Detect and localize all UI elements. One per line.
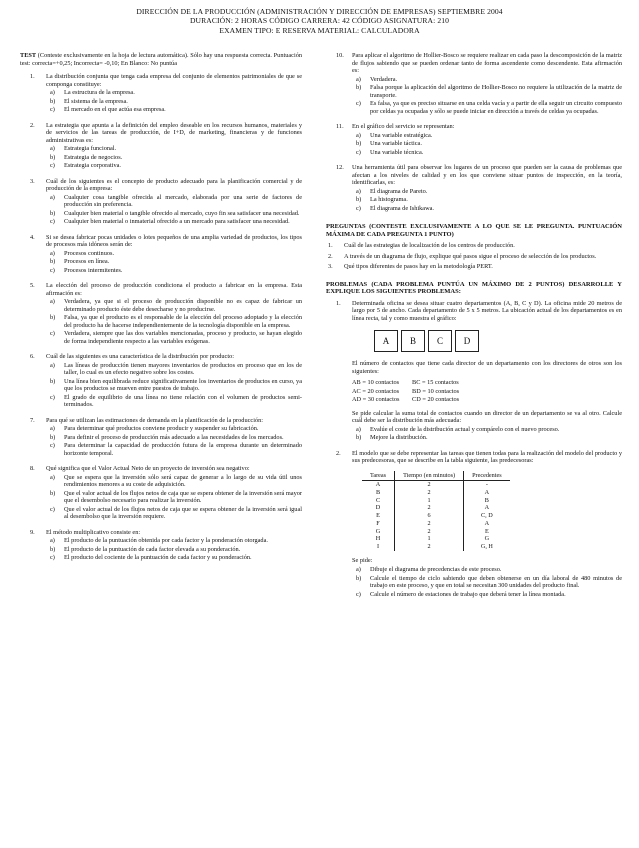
answer-options (46, 298, 302, 345)
table-cell: A (484, 519, 490, 527)
table-header-row (362, 471, 510, 481)
header-line-3: EXAMEN TIPO: E RESERVA MATERIAL: CALCULADORA (219, 25, 420, 35)
test-question (20, 178, 302, 227)
left-column (20, 52, 302, 570)
answer-option (46, 506, 302, 521)
test-label: TEST (20, 52, 37, 59)
problem-number: 1. (336, 299, 341, 307)
answer-option (46, 546, 302, 554)
question-text: Una herramienta útil para observar los lugares de un proceso que pueden ser la causa de problemas que afectan a los niveles de calidad y en los que conviene situar puntos de inspección, en la teoría, identificarlas, es: (352, 164, 622, 186)
layout-boxes (374, 330, 622, 352)
option-letter: b) (50, 258, 56, 265)
option-text: Procesos intermitentes. (64, 266, 123, 274)
option-letter: c) (50, 505, 55, 513)
answer-options (352, 132, 622, 157)
subquestion-letter: b) (356, 574, 362, 582)
option-letter: c) (50, 393, 55, 401)
option-text: El producto del cociente de la puntuación de cada factor y su ponderación. (64, 554, 252, 561)
answer-option (352, 132, 622, 140)
answer-option (352, 205, 622, 213)
subquestion-letter: a) (356, 566, 361, 574)
answer-option (46, 554, 302, 562)
answer-option (352, 84, 622, 99)
problem-subquestions (352, 566, 622, 598)
table-cell: A (375, 481, 381, 489)
subquestion-text: Evalúe el coste de la distribución actual y compárelo con el nuevo proceso. (370, 425, 560, 433)
question-number: 6. (30, 353, 35, 360)
option-letter: b) (50, 489, 56, 497)
subquestion (352, 575, 622, 590)
option-text: Cualquier cosa tangible ofrecida al mercado, elaborada por una serie de factores de producción sin preferencia. (64, 193, 302, 208)
option-text: Que el valor actual de los flujos netos de caja que se espera obtener de la inversión será mayor que el desembolso necesario para realizar la inversión. (64, 489, 302, 504)
test-question (20, 353, 302, 410)
option-letter: b) (50, 97, 56, 105)
question-number: 11. (336, 123, 344, 130)
question-number: 3. (30, 177, 35, 185)
option-text: Una variable táctica. (370, 140, 422, 147)
table-cell: 1 (395, 535, 464, 543)
problem-number: 2. (336, 449, 341, 457)
question-number: 5. (30, 282, 35, 289)
pregunta-item (326, 253, 622, 261)
subquestion-text: Mejore la distribución. (370, 434, 428, 442)
answer-option (46, 154, 302, 162)
question-text: La distribución conjunta que tenga cada empresa del conjunto de elementos patrimoniales de que se componga constituye: (46, 73, 302, 88)
question-body (46, 178, 302, 227)
option-text: Las líneas de producción tienen mayores inventarios de productos en proceso que en los de taller, lo cual es un efecto negativo sobre los costes. (64, 361, 302, 376)
answer-option (46, 537, 302, 545)
question-body (46, 417, 302, 459)
answer-option (46, 106, 302, 114)
header-line-2: DURACIÓN: 2 HORAS CÓDIGO CARRERA: 42 CÓDIGO ASIGNATURA: 210 (189, 16, 450, 26)
option-letter: a) (50, 298, 55, 305)
table-row (362, 535, 510, 543)
table-cell: E (484, 527, 489, 535)
table-cell: C (375, 496, 381, 504)
right-questions (326, 52, 622, 213)
question-text: Si se desea fabricar pocas unidades o lotes pequeños de una amplia variedad de productos, los tipos de procesos más idóneos serán de: (46, 233, 302, 248)
answer-options (46, 474, 302, 521)
option-letter: a) (356, 131, 361, 139)
option-letter: c) (50, 218, 55, 225)
option-letter: a) (50, 361, 55, 369)
question-body (46, 122, 302, 171)
question-number: 8. (30, 465, 35, 472)
answer-options (46, 250, 302, 275)
left-questions (20, 73, 302, 563)
col-header-precedentes: Precedentes (464, 471, 510, 481)
option-text: Una variable técnica. (370, 148, 424, 156)
table-row (362, 497, 510, 505)
question-body (46, 529, 302, 563)
question-text: Qué significa que el Valor Actual Neto de un proyecto de inversión sea negativo: (46, 465, 250, 472)
se-pide: Se pide: (352, 556, 373, 564)
subquestion (352, 591, 622, 599)
answer-option (46, 298, 302, 313)
header-line-1: DIRECCIÓN DE LA PRODUCCIÓN (ADMINISTRACIÓN Y DIRECCIÓN DE EMPRESAS) SEPTIEMBRE 2004 (136, 7, 503, 16)
test-question (20, 465, 302, 522)
test-question (326, 123, 622, 157)
question-text: Para qué se utilizan las estimaciones de demanda en la planificación de la producción: (46, 416, 263, 424)
table-cell: C, D (481, 512, 493, 520)
option-text: El producto de la puntuación de cada factor elevada a su ponderación. (64, 545, 241, 553)
table-cell: D (375, 504, 381, 512)
question-number: 7. (30, 416, 35, 424)
answer-option (352, 76, 622, 84)
table-cell: H (375, 535, 381, 543)
table-cell: G (484, 535, 490, 543)
col-header-tiempo: Tiempo (en minutos) (395, 471, 464, 481)
question-body (46, 73, 302, 115)
answer-option (46, 490, 302, 505)
option-letter: a) (50, 89, 55, 96)
question-body (46, 282, 302, 346)
question-body (352, 52, 622, 116)
problem-text-3: Se pide calcular la suma total de contactos cuando un director de un departamento se va al otro. Calcule cuál debe ser la distribución más adecuada: (352, 409, 622, 425)
table-row (362, 489, 510, 497)
answer-option (352, 140, 622, 148)
test-instructions (20, 52, 302, 67)
option-letter: c) (50, 554, 55, 561)
option-text: Que el valor actual de los flujos netos de caja que se espera obtener de la inversión será igual al desembolso que la inversión requiere. (64, 505, 302, 520)
contact-pair: AC = 20 contactos (352, 387, 400, 395)
table-cell: B (375, 489, 381, 497)
problem-text: El modelo que se debe representar las tareas que tienen todas para la realización del modelo del producto y sus predecesoras, que se describe en la tabla siguiente, las predecesoras: (352, 449, 622, 465)
option-letter: c) (356, 100, 361, 107)
answer-option (46, 162, 302, 170)
pregunta-text: Cuál de las estrategias de localización de los centros de producción. (344, 242, 515, 250)
pregunta-item (326, 263, 622, 271)
table-cell: - (485, 481, 488, 489)
answer-option (46, 218, 302, 226)
option-text: Estrategia corporativa. (64, 162, 121, 169)
option-text: Cualquier bien material o inmaterial ofrecido a un mercado para satisfacer una necesidad. (64, 218, 290, 225)
option-letter: c) (50, 442, 55, 449)
option-text: Estrategia funcional. (64, 145, 117, 152)
subquestion-text: Calcule el tiempo de ciclo sabiendo que deben obtenerse en un día laboral de 480 minutos de trabajo en este proceso, y que en total se necesitan 300 unidades del producto final. (370, 574, 622, 590)
question-number: 1. (30, 73, 35, 80)
option-text: Una línea bien equilibrada reduce significativamente los inventarios de productos en curso, ya que los productos se mueven entre puestos de trabajo. (64, 377, 302, 392)
test-instructions-text: (Conteste exclusivamente en la hoja de lectura automática). Sólo hay una respuesta correcta. Puntuación test: correcta=+0,25; Incorrecta= -0,10; En Blanco: No puntúa (20, 52, 303, 67)
subquestion (352, 434, 622, 442)
answer-options (352, 188, 622, 213)
problem-text-2: El número de contactos que tiene cada director de un departamento con los directores de otros son los siguientes: (352, 360, 622, 375)
option-letter: c) (50, 162, 55, 169)
test-question (20, 529, 302, 563)
department-box: A (374, 330, 398, 352)
option-text: Procesos continuos. (64, 249, 115, 257)
answer-option (46, 89, 302, 97)
option-text: Para determinar la capacidad de producción futura de la empresa durante un determinado horizonte temporal. (64, 442, 302, 457)
option-text: Verdadera. (370, 75, 398, 83)
option-letter: b) (50, 153, 56, 161)
question-number: 9. (30, 528, 35, 536)
answer-option (352, 100, 622, 115)
option-letter: a) (50, 425, 55, 432)
contact-pair: CD = 20 contactos (412, 396, 460, 404)
answer-options (352, 76, 622, 116)
question-number: 4. (30, 233, 35, 241)
option-text: Verdadera, siempre que las dos variables mencionadas, proceso y producto, se hayan elegido de forma independiente respecto a las variables exógenas. (64, 330, 302, 345)
table-cell: G, H (480, 543, 493, 550)
question-number: 12. (336, 164, 344, 171)
answer-option (46, 314, 302, 329)
right-column (326, 52, 622, 606)
question-text: El método multiplicativo consiste en: (46, 528, 141, 536)
answer-option (46, 378, 302, 393)
option-text: Estrategia de negocios. (64, 153, 123, 161)
option-text: Para definir el proceso de producción más adecuado a las necesidades de los mercados. (64, 433, 284, 441)
option-letter: b) (356, 196, 362, 203)
option-text: El producto de la puntuación obtenida por cada factor y la ponderación otorgada. (64, 537, 268, 544)
answer-option (46, 434, 302, 442)
option-letter: b) (50, 545, 56, 553)
pregunta-number: 2. (328, 252, 333, 260)
table-cell: 6 (395, 512, 464, 520)
table-cell: B (484, 496, 489, 504)
question-text: En el gráfico del servicio se representan: (352, 123, 455, 130)
department-box: D (455, 330, 479, 352)
question-body (46, 234, 302, 276)
option-letter: a) (50, 249, 55, 257)
contacts-list (352, 379, 622, 404)
option-letter: c) (50, 330, 55, 337)
table-cell: 2 (395, 543, 464, 551)
answer-option (46, 250, 302, 258)
subquestion-text: Dibuje el diagrama de precedencias de este proceso. (370, 566, 502, 574)
table-cell: E (376, 512, 380, 520)
problemas-title: PROBLEMAS (CADA PROBLEMA PUNTÚA UN MÁXIMO DE 2 PUNTOS) DESARROLLE Y EXPLIQUE LOS SIGUIENTES PROBLEMAS: (326, 280, 622, 296)
test-question (326, 52, 622, 116)
contact-pair: AB = 10 contactos (352, 379, 400, 387)
answer-option (46, 210, 302, 218)
table-cell: G (375, 527, 381, 535)
contact-pair: AD = 30 contactos (352, 396, 400, 404)
test-question (20, 73, 302, 115)
answer-option (46, 267, 302, 275)
option-letter: c) (356, 148, 361, 156)
option-text: Cualquier bien material o tangible ofrecido al mercado, cuyo fin sea satisfacer una necesidad. (64, 209, 300, 217)
answer-option (352, 188, 622, 196)
answer-option (46, 98, 302, 106)
department-box: C (428, 330, 452, 352)
question-body (46, 465, 302, 522)
subquestion (352, 566, 622, 574)
pregunta-number: 1. (328, 242, 333, 250)
table-cell: 2 (395, 528, 464, 536)
problem-1 (326, 300, 622, 443)
subquestion-letter: c) (356, 590, 361, 598)
subquestion-letter: a) (356, 425, 361, 433)
test-question (326, 164, 622, 213)
answer-option (46, 330, 302, 345)
answer-option (46, 474, 302, 489)
test-question (20, 417, 302, 459)
table-row (362, 543, 510, 551)
answer-option (46, 362, 302, 377)
option-letter: a) (50, 473, 55, 481)
answer-options (46, 89, 302, 114)
option-letter: a) (356, 75, 361, 83)
option-letter: c) (50, 106, 55, 113)
option-text: El diagrama de Ishikawa. (370, 204, 434, 212)
question-body (352, 123, 622, 157)
option-letter: a) (50, 145, 55, 152)
answer-option (46, 194, 302, 209)
test-question (20, 282, 302, 346)
table-row (362, 504, 510, 512)
question-number: 2. (30, 121, 35, 129)
answer-options (46, 194, 302, 226)
answer-options (46, 425, 302, 457)
option-letter: b) (50, 209, 56, 217)
option-text: El sistema de la empresa. (64, 97, 128, 105)
table-row (362, 512, 510, 520)
table-row (362, 528, 510, 536)
answer-option (352, 196, 622, 204)
contact-pair: BC = 15 contactos (412, 379, 459, 387)
option-letter: b) (356, 84, 362, 91)
question-body (46, 353, 302, 410)
table-row (362, 520, 510, 528)
question-body (352, 164, 622, 213)
option-text: Que se espera que la inversión sólo será capaz de generar a lo largo de su vida útil unos rendimientos menores a su coste de adquisición. (64, 473, 302, 488)
exam-header (0, 7, 639, 35)
preguntas-list (326, 242, 622, 271)
answer-option (46, 442, 302, 457)
pregunta-number: 3. (328, 263, 333, 271)
problem-subquestions (352, 426, 622, 442)
answer-options (46, 537, 302, 562)
question-text: La elección del proceso de producción condiciona el producto a fabricar en la empresa. Esta afirmación es: (46, 282, 302, 297)
table-cell: 1 (395, 497, 464, 505)
test-question (20, 234, 302, 276)
table-cell: A (484, 489, 490, 497)
option-letter: b) (50, 433, 56, 441)
answer-options (46, 145, 302, 170)
option-letter: b) (356, 140, 362, 147)
answer-option (46, 425, 302, 433)
option-text: La estructura de la empresa. (64, 89, 135, 96)
answer-option (46, 145, 302, 153)
option-text: Falsa, ya que el producto es el responsable de la elección del proceso adoptado y la elección del producto ha de hacerse independientemente de la tecnología disponible en la empresa. (64, 314, 302, 329)
table-cell: F (376, 519, 380, 527)
option-letter: a) (50, 537, 55, 544)
subquestion-text: Calcule el número de estaciones de trabajo que deberá tener la línea montada. (370, 590, 566, 598)
table-cell: 2 (395, 489, 464, 497)
option-letter: c) (356, 204, 361, 212)
question-text: Para aplicar el algoritmo de Hollier-Bosco se requiere realizar en cada paso la descomposición de la matriz de flujos sabiendo que se pueden ordenar tanto de forma ascendente como descendente. Esta afirmación es: (352, 52, 622, 74)
subquestion (352, 426, 622, 434)
option-letter: a) (356, 187, 361, 195)
question-text: Cuál de los siguientes es el concepto de producto adecuado para la planificación comercial y de producción de la empresa: (46, 177, 302, 192)
option-text: Procesos en línea. (64, 258, 110, 265)
option-text: Una variable estratégica. (370, 131, 433, 139)
test-question (20, 122, 302, 171)
table-cell: 2 (395, 504, 464, 512)
question-text: Cuál de las siguientes es una característica de la distribución por producto: (46, 353, 234, 360)
problem-2 (326, 450, 622, 599)
answer-option (352, 149, 622, 157)
table-cell: I (377, 543, 380, 550)
preguntas-title: PREGUNTAS (CONTESTE EXCLUSIVAMENTE A LO QUE SE LE PREGUNTA. PUNTUACIÓN MÁXIMA DE CADA PREGUNTA 1 PUNTO) (326, 223, 622, 238)
option-letter: a) (50, 193, 55, 201)
option-text: Es falsa, ya que es preciso situarse en una celda vacía y a partir de ella seguir un circuito compuesto por celdas ya ocupadas y sólo se puede iniciar en dirección a través de celdas ya ocupadas. (370, 100, 622, 115)
option-letter: c) (50, 266, 55, 274)
answer-options (46, 362, 302, 409)
col-header-tareas: Tareas (362, 471, 395, 481)
table-cell: A (484, 504, 490, 512)
option-letter: b) (50, 314, 56, 321)
pregunta-text: Qué tipos diferentes de pasos hay en la metodología PERT. (344, 263, 493, 271)
option-text: La histograma. (370, 196, 408, 203)
option-text: Falsa porque la aplicación del algoritmo de Hollier-Bosco no requiere la utilización de la matriz de transporte. (370, 84, 622, 99)
department-box: B (401, 330, 425, 352)
pregunta-item (326, 242, 622, 250)
option-text: Para determinar qué productos conviene producir y suspender su fabricación. (64, 425, 259, 432)
option-text: El diagrama de Pareto. (370, 187, 428, 195)
option-text: El mercado en el que actúa esa empresa. (64, 106, 166, 113)
problem-text: Determinada oficina se desea situar cuatro departamentos (A, B, C y D). La oficina mide 20 metros de largo por 5 de ancho. Cada departamento de 5 x 5 metros. La ubicación actual de los departamentos es en línea recta, tal y como muestra el gráfico: (352, 299, 622, 322)
table-cell: 2 (395, 520, 464, 528)
contact-pair: BD = 10 contactos (412, 387, 460, 395)
question-text: La estrategia que apunta a la definición del empleo deseable en los recursos humanos, materiales y de servicios de las tareas de producción, de I+D, de marketing, financieras y de funciones administrativas es: (46, 121, 302, 144)
tasks-table (362, 471, 510, 551)
option-text: Verdadera, ya que si el proceso de producción disponible no es capaz de fabricar un determinado producto éste debe desecharse y no producirse. (64, 298, 302, 313)
subquestion-letter: b) (356, 434, 362, 442)
table-row (362, 481, 510, 489)
table-cell: 2 (395, 481, 464, 489)
answer-option (46, 258, 302, 266)
question-number: 10. (336, 52, 344, 59)
option-text: El grado de equilibrio de una línea no tiene relación con el volumen de productos semi-terminados. (64, 393, 302, 408)
answer-option (46, 394, 302, 409)
option-letter: b) (50, 377, 56, 385)
pregunta-text: A través de un diagrama de flujo, explique qué pasos sigue el proceso de selección de los productos. (344, 252, 597, 260)
